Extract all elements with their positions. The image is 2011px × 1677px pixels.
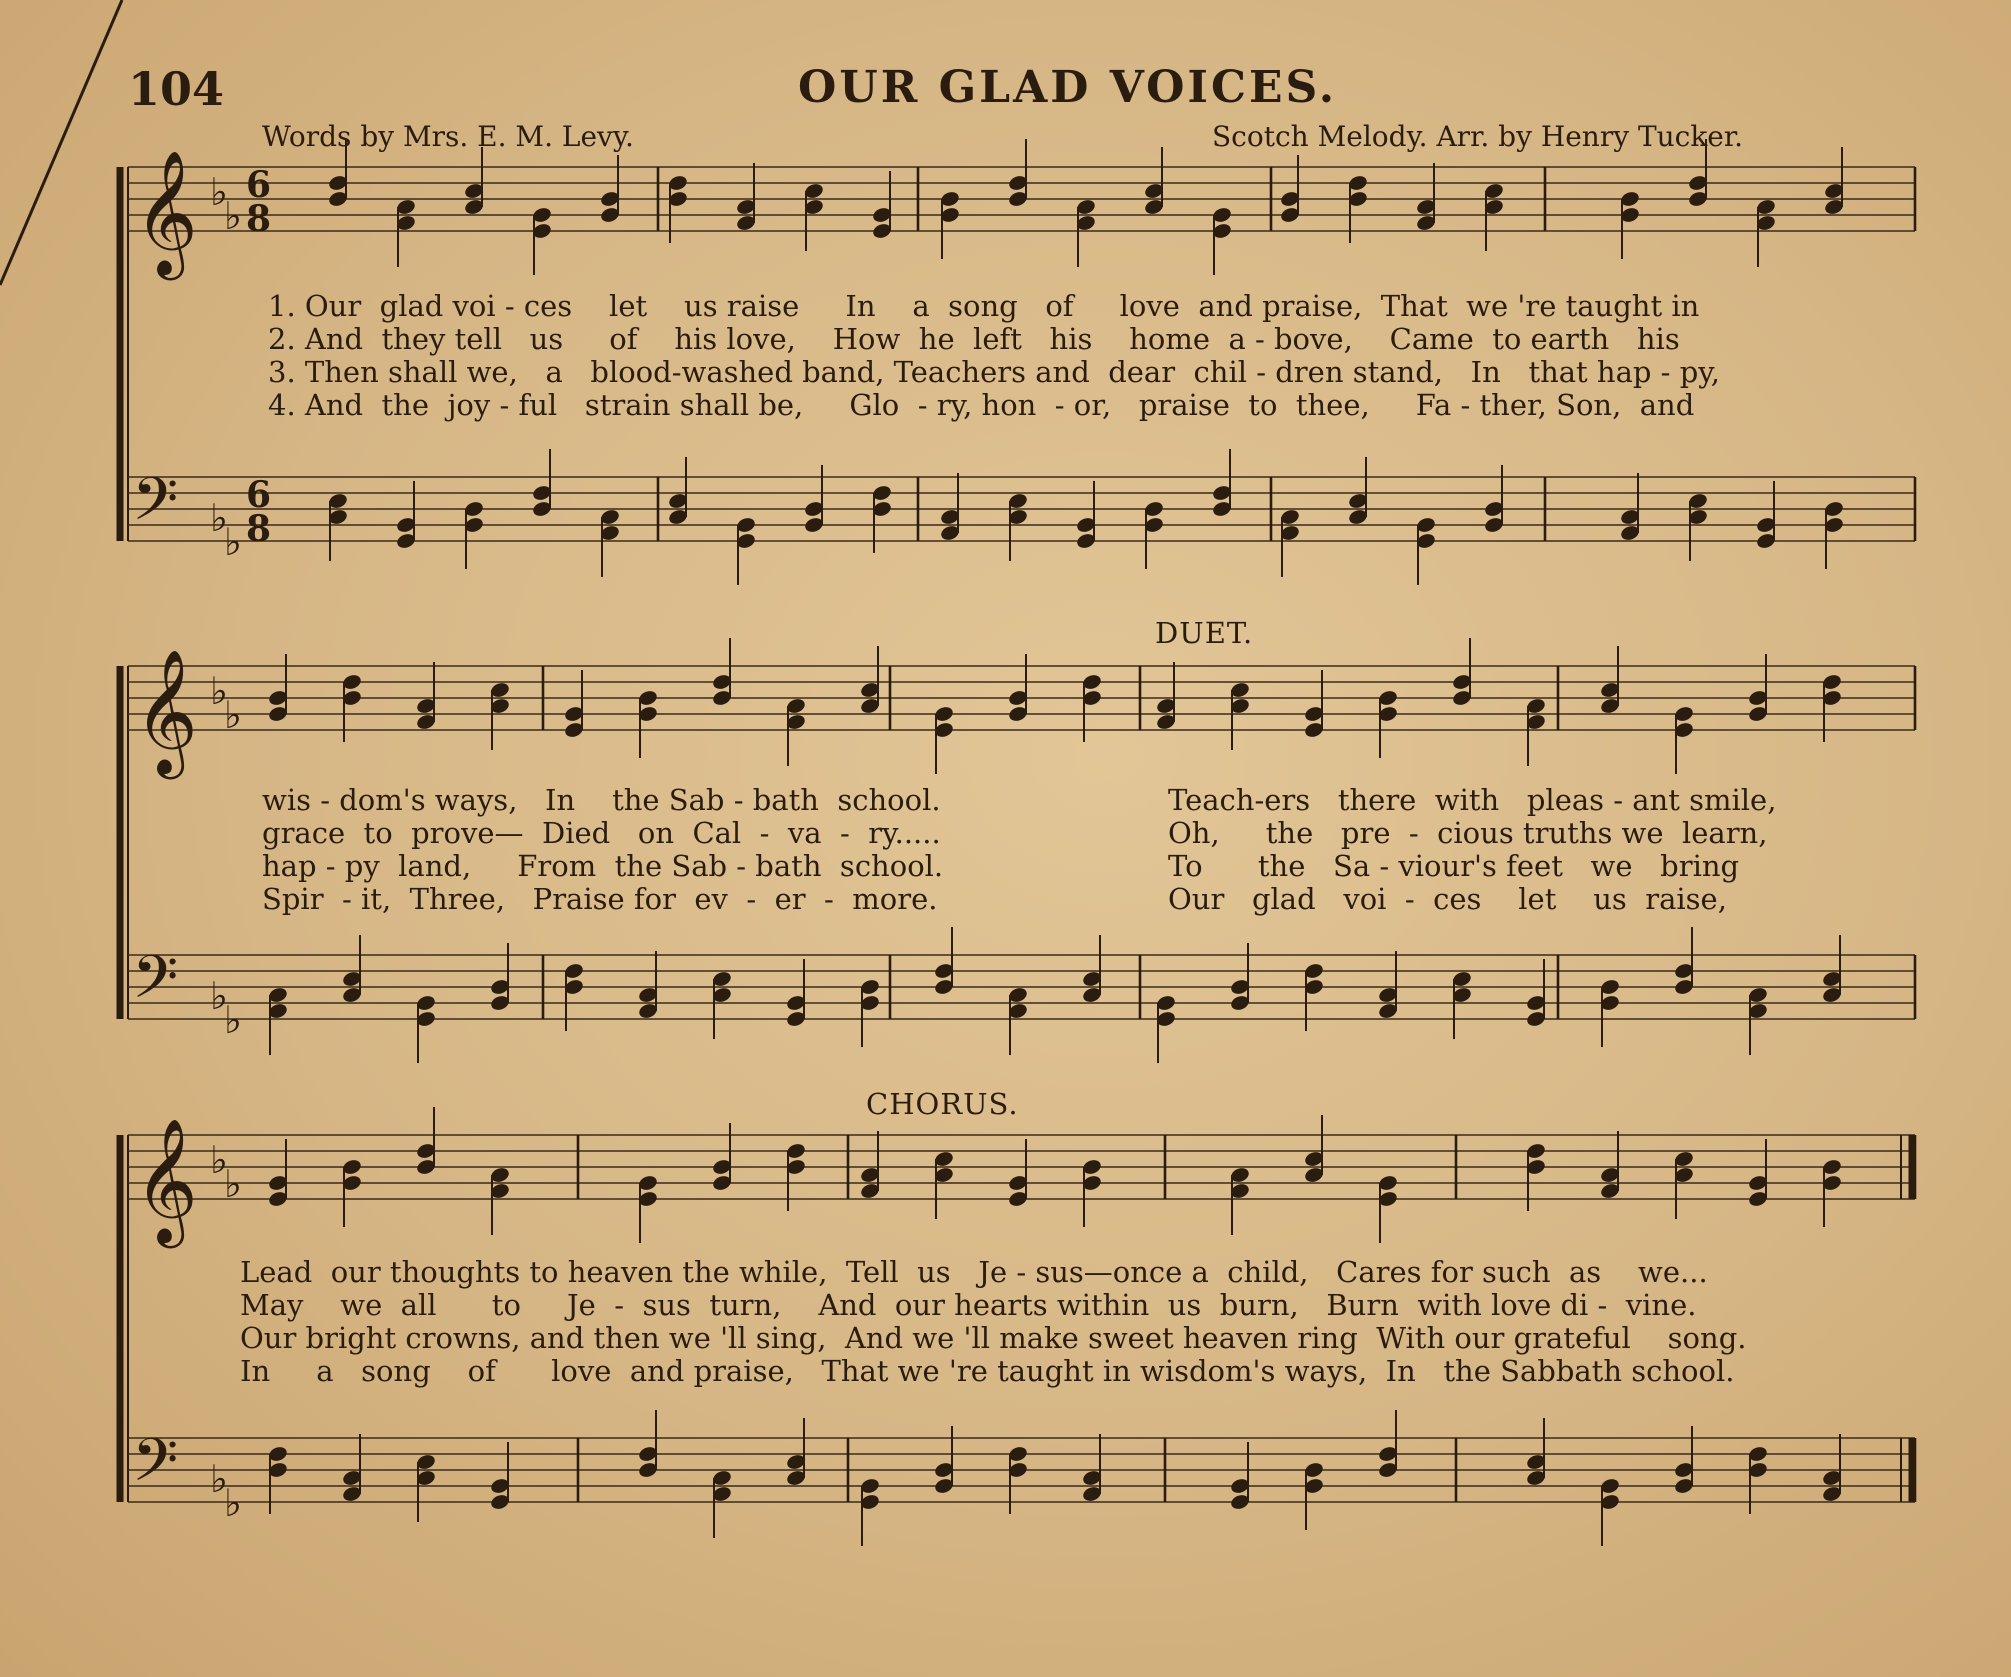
flat-icon: ♭: [224, 1481, 242, 1525]
time-signature-top: 6: [246, 164, 272, 206]
duet-line-1: Teach-ers there with pleas - ant smile,: [1168, 783, 1777, 817]
duet-line-4: Our glad voi - ces let us raise,: [1168, 882, 1727, 916]
flat-icon: ♭: [210, 496, 228, 540]
bass-clef-icon: 𝄢: [132, 464, 179, 548]
duet-line-3: To the Sa - viour's feet we bring: [1168, 849, 1740, 883]
duet-line-2: Oh, the pre - cious truths we learn,: [1168, 816, 1768, 850]
verse-4-line-system-2: Spir - it, Three, Praise for ev - er - more.: [262, 882, 938, 916]
flat-icon: ♭: [224, 1162, 242, 1206]
time-signature-top: 6: [246, 474, 272, 516]
flat-icon: ♭: [224, 520, 242, 564]
bass-clef-icon: 𝄢: [132, 942, 179, 1026]
chorus-line-4: In a song of love and praise, That we 're taught in wisdom's ways, In the Sabbath school.: [240, 1354, 1735, 1388]
bass-clef-icon: 𝄢: [132, 1425, 179, 1509]
chorus-line-2: May we all to Je - sus turn, And our hearts within us burn, Burn with love di - vine.: [240, 1288, 1697, 1322]
treble-clef-icon: 𝄞: [134, 1118, 198, 1243]
flat-icon: ♭: [210, 669, 228, 713]
verse-1-line-system-2: wis - dom's ways, In the Sab - bath school.: [262, 783, 941, 817]
verse-1-line-system-1: 1. Our glad voi - ces let us raise In a song of love and praise, That we 're taught in: [268, 289, 1700, 323]
time-signature-bottom: 8: [246, 198, 272, 240]
chorus-line-1: Lead our thoughts to heaven the while, Tell us Je - sus—once a child, Cares for such as we...: [240, 1255, 1708, 1289]
flat-icon: ♭: [210, 170, 228, 214]
time-signature-bottom: 8: [246, 508, 272, 550]
chorus-line-3: Our bright crowns, and then we 'll sing, And we 'll make sweet heaven ring With our grateful song.: [240, 1321, 1747, 1355]
song-title: OUR GLAD VOICES.: [798, 62, 1338, 113]
flat-icon: ♭: [210, 974, 228, 1018]
flat-icon: ♭: [224, 998, 242, 1042]
verse-4-line-system-1: 4. And the joy - ful strain shall be, Glo - ry, hon - or, praise to thee, Fa - ther, Son, and: [268, 388, 1695, 422]
flat-icon: ♭: [210, 1138, 228, 1182]
verse-2-line-system-2: grace to prove— Died on Cal - va - ry.....: [262, 816, 941, 850]
flat-icon: ♭: [210, 1457, 228, 1501]
verse-2-line-system-1: 2. And they tell us of his love, How he left his home a - bove, Came to earth his: [268, 322, 1680, 356]
treble-clef-icon: 𝄞: [134, 150, 198, 275]
flat-icon: ♭: [224, 194, 242, 238]
music-credit: Scotch Melody. Arr. by Henry Tucker.: [1212, 120, 1744, 153]
words-credit: Words by Mrs. E. M. Levy.: [262, 120, 634, 153]
verse-3-line-system-2: hap - py land, From the Sab - bath school.: [262, 849, 944, 883]
chorus-label: CHORUS.: [866, 1087, 1019, 1121]
page-edge-line: [0, 0, 122, 285]
page-number: 104: [128, 62, 225, 116]
duet-label: DUET.: [1155, 616, 1254, 650]
verse-3-line-system-1: 3. Then shall we, a blood-washed band, Teachers and dear chil - dren stand, In that hap - py,: [268, 355, 1721, 389]
flat-icon: ♭: [224, 693, 242, 737]
treble-clef-icon: 𝄞: [134, 649, 198, 774]
